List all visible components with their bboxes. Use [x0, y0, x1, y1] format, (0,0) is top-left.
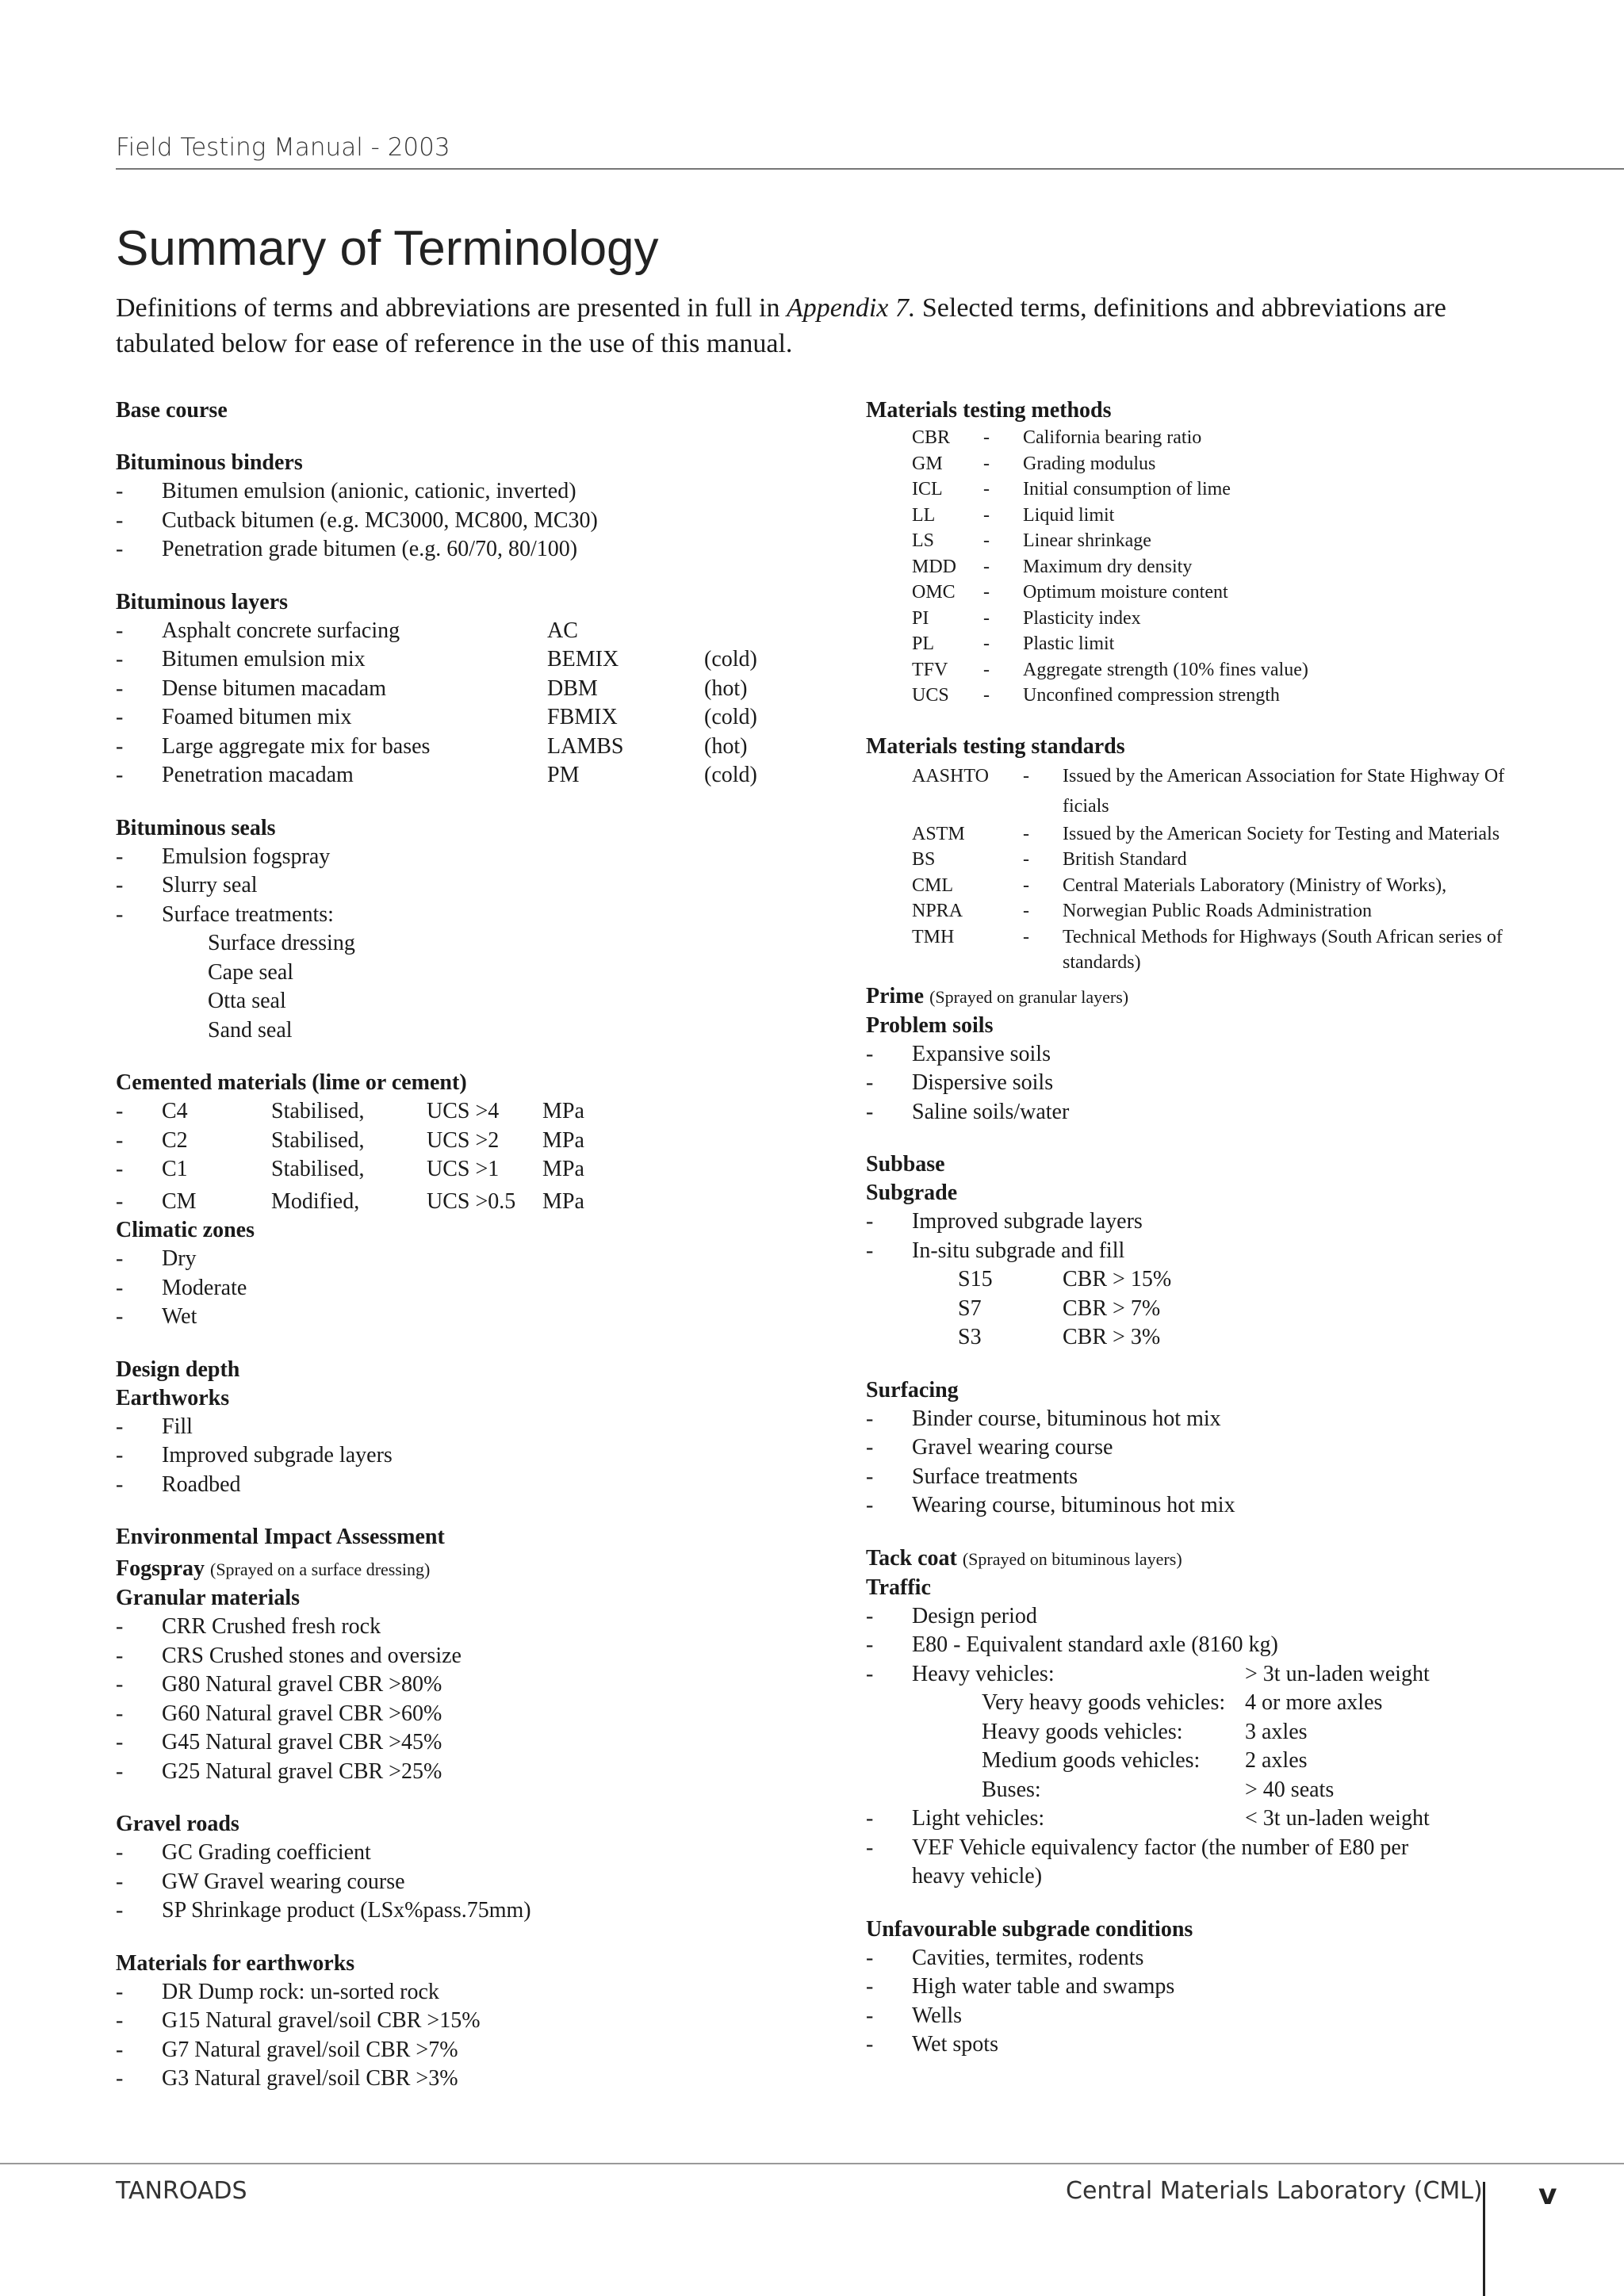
table-row: - CM Modified, UCS >0.5 MPa	[116, 1188, 584, 1214]
appendix-reference: Appendix 7.	[786, 293, 916, 323]
table-row: GM - Grading modulus	[912, 453, 1156, 474]
list-item: - CRR Crushed fresh rock	[116, 1614, 381, 1639]
sub-list-item: Cape seal	[208, 959, 294, 985]
unfavourable-subgrade-section	[866, 1915, 1580, 2060]
prime-heading: Prime (Sprayed on granular layers)	[866, 983, 1129, 1008]
bituminous-seals-section	[116, 814, 829, 1046]
section-heading: Materials testing methods	[866, 398, 1112, 423]
list-item: - Fill	[116, 1414, 193, 1439]
footer-lab-name: Central Materials Laboratory (CML)	[1066, 2177, 1483, 2205]
list-item: - G45 Natural gravel CBR >45%	[116, 1730, 442, 1755]
footer-rule	[0, 2163, 1624, 2164]
page-number: v	[1538, 2179, 1557, 2211]
surfacing-section	[866, 1376, 1580, 1521]
bituminous-binders-section	[116, 449, 829, 564]
list-item: - Bitumen emulsion (anionic, cationic, inverted)	[116, 479, 576, 503]
section-heading: Bituminous seals	[116, 815, 276, 840]
table-row: - Foamed bitumen mix FBMIX (cold)	[116, 705, 757, 729]
list-item: - Gravel wearing course	[866, 1435, 1113, 1460]
list-item: - G15 Natural gravel/soil CBR >15%	[116, 2008, 481, 2033]
vehicle-class-row: Medium goods vehicles: 2 axles	[982, 1748, 1308, 1773]
section-heading: Granular materials	[116, 1586, 301, 1610]
right-column	[866, 396, 1580, 2084]
intro-text-rest: Selected terms, definitions and abbreviations are tabulated below for ease of reference in the use of this manual.	[116, 293, 1446, 358]
list-item: - Light vehicles: < 3t un-laden weight	[866, 1806, 1430, 1831]
table-row: - Bitumen emulsion mix BEMIX (cold)	[116, 647, 757, 672]
table-row: - C1 Stabilised, UCS >1 MPa	[116, 1157, 584, 1181]
list-item: - Improved subgrade layers	[866, 1209, 1143, 1234]
header-rule	[116, 168, 1624, 170]
table-row: BS - British Standard	[912, 849, 1187, 870]
list-item: - Surface treatments:	[116, 901, 334, 927]
fogspray-heading: Fogspray (Sprayed on a surface dressing)	[116, 1556, 431, 1581]
table-row: CBR - California bearing ratio	[912, 427, 1202, 448]
list-item: - High water table and swamps	[866, 1974, 1175, 1999]
section-heading: Surfacing	[866, 1377, 959, 1402]
list-item: - Cavities, termites, rodents	[866, 1945, 1144, 1970]
list-item: - Dry	[116, 1246, 197, 1271]
list-item: - SP Shrinkage product (LSx%pass.75mm)	[116, 1898, 531, 1923]
table-row: CML - Central Materials Laboratory (Ministry of Works),	[912, 874, 1447, 896]
section-heading: Gravel roads	[116, 1812, 239, 1836]
footer-divider	[1483, 2182, 1485, 2296]
base-course-section	[116, 396, 829, 425]
table-row: - Large aggregate mix for bases LAMBS (hot)	[116, 733, 748, 759]
list-item: - Cutback bitumen (e.g. MC3000, MC800, MC30)	[116, 507, 598, 533]
table-row: TMH - Technical Methods for Highways (South African series of	[912, 926, 1503, 947]
list-item: - Wet	[116, 1304, 197, 1329]
table-row: AASHTO - Issued by the American Association for State Highway Of	[912, 765, 1505, 786]
sub-list-item: Sand seal	[208, 1017, 293, 1043]
cemented-materials-section	[116, 1069, 829, 1216]
table-row: - Asphalt concrete surfacing AC	[116, 618, 578, 643]
list-item: - VEF Vehicle equivalency factor (the number of E80 per	[866, 1835, 1409, 1860]
subgrade-section	[866, 1150, 1580, 1353]
eia-heading: Environmental Impact Assessment	[116, 1525, 445, 1549]
list-item: - G80 Natural gravel CBR >80%	[116, 1672, 442, 1697]
list-item: - CRS Crushed stones and oversize	[116, 1643, 462, 1668]
section-heading: Cemented materials (lime or cement)	[116, 1070, 467, 1095]
section-heading: Subgrade	[866, 1181, 958, 1205]
table-row: OMC - Optimum moisture content	[912, 582, 1228, 603]
gravel-roads-section	[116, 1810, 829, 1926]
list-item: - E80 - Equivalent standard axle (8160 kg)	[866, 1632, 1278, 1657]
list-item: - Design period	[866, 1603, 1037, 1628]
table-row: - Penetration macadam PM (cold)	[116, 763, 757, 787]
list-item: - Surface treatments	[866, 1464, 1078, 1489]
table-row: - C2 Stabilised, UCS >2 MPa	[116, 1127, 584, 1153]
list-item: - Wells	[866, 2003, 963, 2028]
page-title: Summary of Terminology	[116, 221, 659, 276]
list-item: - Expansive soils	[866, 1041, 1051, 1066]
testing-methods-section	[866, 396, 1580, 709]
tack-coat-heading: Tack coat (Sprayed on bituminous layers)	[866, 1545, 1182, 1571]
bituminous-layers-section	[116, 588, 829, 790]
left-column	[116, 396, 829, 2118]
section-heading: Bituminous binders	[116, 450, 303, 475]
testing-standards-section	[866, 733, 1580, 976]
list-item: - Wet spots	[866, 2032, 998, 2057]
table-row: PL - Plastic limit	[912, 633, 1115, 654]
intro-text: Definitions of terms and abbreviations are presented in full in	[116, 293, 787, 323]
table-row: LS - Linear shrinkage	[912, 530, 1151, 551]
list-item: - Roadbed	[116, 1471, 241, 1497]
list-item: - Saline soils/water	[866, 1099, 1070, 1124]
list-item: - Emulsion fogspray	[116, 844, 331, 869]
subgrade-class-row: S3 CBR > 3%	[958, 1325, 1161, 1349]
sub-list-item: Otta seal	[208, 989, 286, 1013]
list-item: - GW Gravel wearing course	[116, 1869, 405, 1894]
list-item: - G3 Natural gravel/soil CBR >3%	[116, 2066, 458, 2091]
vehicle-class-row: Very heavy goods vehicles: 4 or more axles	[982, 1690, 1383, 1715]
problem-soils-section	[866, 982, 1580, 1127]
list-item: - Moderate	[116, 1275, 247, 1300]
base-course-heading: Base course	[116, 398, 228, 423]
list-item: - Penetration grade bitumen (e.g. 60/70, 80/100)	[116, 537, 578, 561]
table-row: LL - Liquid limit	[912, 504, 1115, 526]
earthworks-section	[116, 1356, 829, 1500]
granular-materials-section	[116, 1523, 829, 1786]
table-row: - Dense bitumen macadam DBM (hot)	[116, 675, 748, 701]
vehicle-class-row: Buses: > 40 seats	[982, 1777, 1335, 1802]
table-row: PI - Plasticity index	[912, 607, 1141, 629]
footer-organization: TANROADS	[116, 2177, 247, 2205]
table-row: - C4 Stabilised, UCS >4 MPa	[116, 1099, 584, 1123]
climatic-zones-section	[116, 1216, 829, 1332]
list-item: - DR Dump rock: un-sorted rock	[116, 1979, 439, 2004]
subgrade-class-row: S15 CBR > 15%	[958, 1267, 1172, 1292]
section-heading: Problem soils	[866, 1012, 994, 1038]
table-row: ficials	[1063, 795, 1109, 817]
list-item: - GC Grading coefficient	[116, 1840, 371, 1865]
design-depth-heading: Design depth	[116, 1357, 240, 1382]
list-item: - Slurry seal	[116, 873, 258, 897]
table-row: ASTM - Issued by the American Society for Testing and Materials	[912, 823, 1500, 844]
section-heading: Bituminous layers	[116, 589, 289, 614]
section-heading: Climatic zones	[116, 1218, 255, 1242]
section-heading: Unfavourable subgrade conditions	[866, 1916, 1193, 1942]
earthworks-materials-section	[116, 1950, 829, 2094]
list-item: - Wearing course, bituminous hot mix	[866, 1493, 1235, 1517]
list-item-continuation: heavy vehicle)	[912, 1864, 1043, 1888]
list-item: - In-situ subgrade and fill	[866, 1238, 1125, 1263]
list-item: - G25 Natural gravel CBR >25%	[116, 1758, 442, 1784]
section-heading: Earthworks	[116, 1385, 230, 1410]
traffic-section	[866, 1544, 1580, 1892]
list-item: - G60 Natural gravel CBR >60%	[116, 1701, 442, 1726]
sub-list-item: Surface dressing	[208, 931, 355, 955]
running-header: Field Testing Manual - 2003	[116, 133, 450, 162]
list-item: - Improved subgrade layers	[116, 1443, 393, 1468]
section-heading: Traffic	[866, 1575, 931, 1600]
intro-paragraph	[116, 290, 1543, 362]
vehicle-class-row: Heavy goods vehicles: 3 axles	[982, 1719, 1308, 1744]
list-item: - Dispersive soils	[866, 1070, 1054, 1095]
table-row: standards)	[1063, 952, 1141, 973]
table-row: NPRA - Norwegian Public Roads Administration	[912, 901, 1372, 921]
section-heading: Materials for earthworks	[116, 1950, 355, 1976]
table-row: ICL - Initial consumption of lime	[912, 479, 1231, 499]
table-row: MDD - Maximum dry density	[912, 556, 1193, 577]
list-item: - Binder course, bituminous hot mix	[866, 1406, 1221, 1431]
subgrade-class-row: S7 CBR > 7%	[958, 1295, 1161, 1321]
table-row: TFV - Aggregate strength (10% fines value)	[912, 659, 1308, 680]
list-item: - G7 Natural gravel/soil CBR >7%	[116, 2037, 458, 2062]
subbase-heading: Subbase	[866, 1152, 945, 1177]
section-heading: Materials testing standards	[866, 733, 1125, 759]
table-row: UCS - Unconfined compression strength	[912, 685, 1280, 706]
list-item: - Heavy vehicles: > 3t un-laden weight	[866, 1661, 1430, 1686]
